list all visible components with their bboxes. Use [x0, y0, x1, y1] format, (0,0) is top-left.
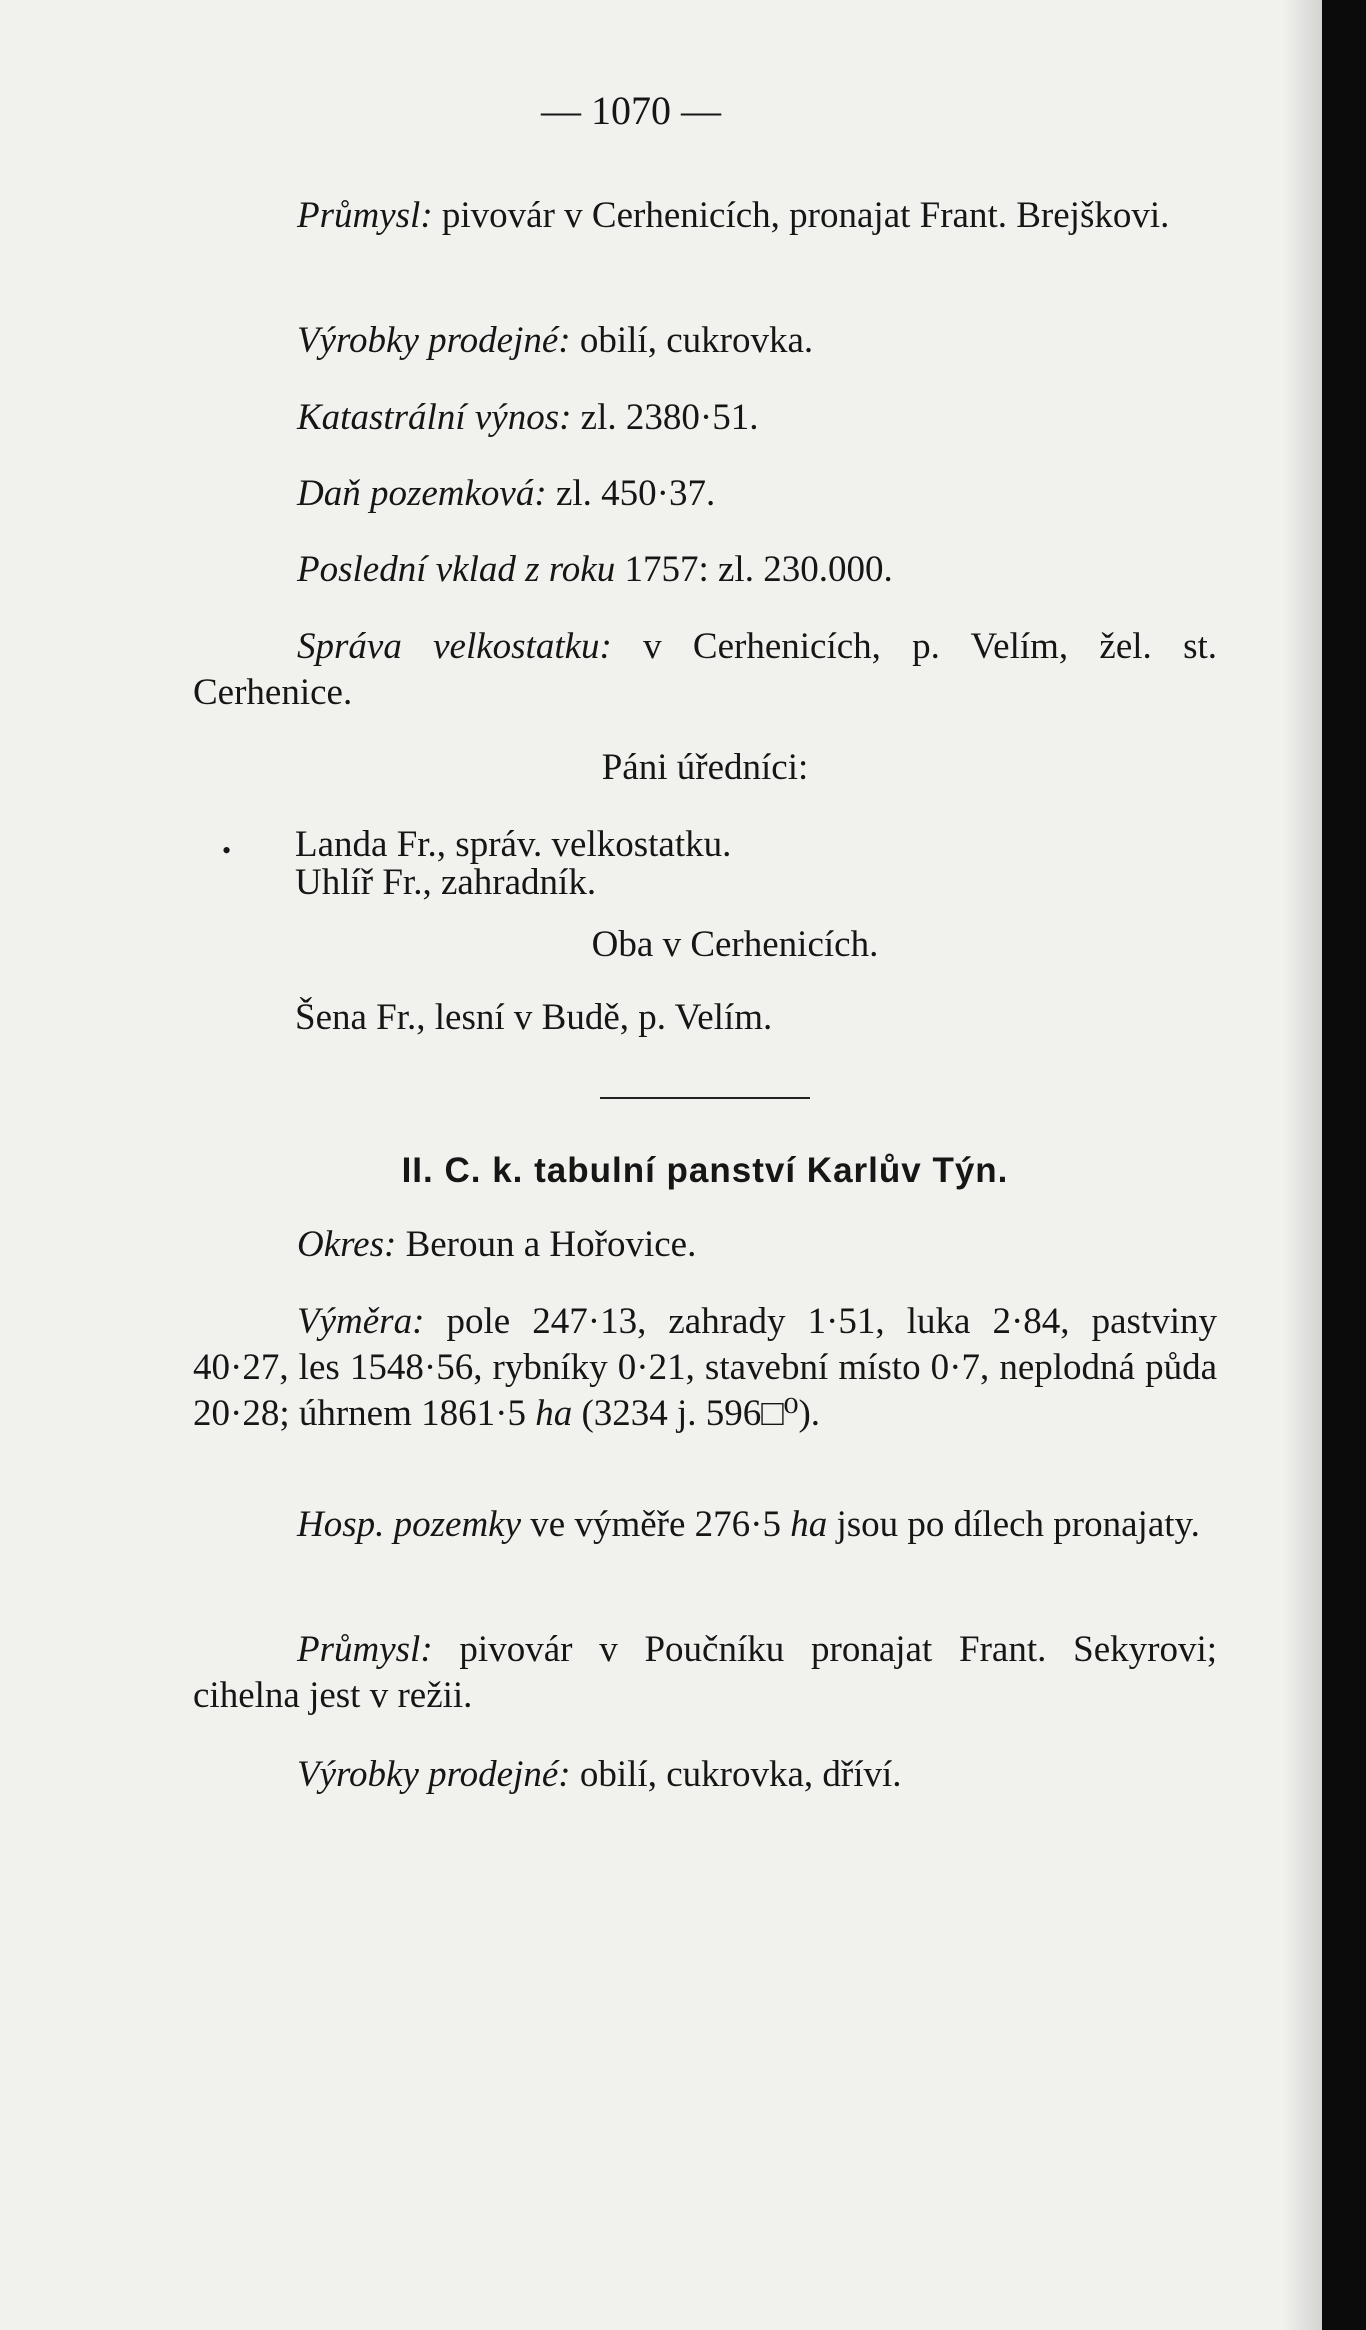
- hosp-unit: ha: [790, 1504, 828, 1545]
- vyrobky-text: obilí, cukrovka.: [579, 320, 814, 361]
- vymera-unit: ha: [535, 1393, 573, 1434]
- hosp-label: Hosp. pozemky: [297, 1504, 522, 1545]
- paragraph-katastralni: [193, 395, 1217, 441]
- bullet-mark: •: [222, 836, 232, 865]
- vymera-text: pole 247·13, zahrady 1·51, luka 2·84, pastviny 40·27, les 1548·56, rybníky 0·21, stavební místo 0·7, neplodná půda 20·28; úhrnem 1861·5: [193, 1301, 1217, 1434]
- vymera-tail: (3234 j. 596□⁰).: [581, 1393, 821, 1434]
- paragraph-vyrobky-2: [193, 1752, 1217, 1798]
- prumysl-text-2: pivovár v Poučníku pronajat Frant. Sekyrovi; cihelna jest v režii.: [193, 1629, 1217, 1716]
- page-number: — 1070 —: [541, 88, 721, 133]
- hosp-text: ve výměře 276·5: [530, 1504, 781, 1545]
- sprava-text: v Cerhenicích, p. Velím, žel. st. Cerhenice.: [193, 626, 1218, 713]
- okres-text: Beroun a Hořovice.: [405, 1224, 697, 1265]
- hosp-text-2: jsou po dílech pronajaty.: [836, 1504, 1200, 1545]
- paragraph-vyrobky: [193, 318, 1217, 364]
- sena-line: Šena Fr., lesní v Budě, p. Velím.: [295, 997, 773, 1038]
- oba-line: Oba v Cerhenicích.: [591, 924, 879, 965]
- paragraph-okres: [193, 1222, 1217, 1268]
- prumysl-label-2: Průmysl:: [297, 1629, 433, 1670]
- vyrobky-text-2: obilí, cukrovka, dříví.: [579, 1754, 902, 1795]
- prumysl-label: Průmysl:: [297, 195, 433, 236]
- section-divider: [600, 1097, 810, 1099]
- paragraph-vklad: [193, 547, 1217, 593]
- staff-list: [295, 822, 1195, 906]
- section-heading: II. C. k. tabulní panství Karlův Týn.: [401, 1151, 1009, 1190]
- staff-name: Uhlíř Fr., zahradník.: [295, 862, 597, 903]
- katastralni-label: Katastrální výnos:: [297, 397, 572, 438]
- staff-name: Landa Fr., správ. velkostatku.: [295, 824, 732, 865]
- vklad-text: 1757: zl. 230.000.: [624, 549, 893, 590]
- vyrobky-label: Výrobky prodejné:: [297, 320, 571, 361]
- vklad-label: Poslední vklad z roku: [297, 549, 616, 590]
- vyrobky-label-2: Výrobky prodejné:: [297, 1754, 571, 1795]
- paragraph-prumysl-2: [193, 1627, 1217, 1719]
- katastralni-text: zl. 2380·51.: [580, 397, 759, 438]
- prumysl-text: pivovár v Cerhenicích, pronajat Frant. Brejškovi.: [441, 195, 1170, 236]
- dan-text: zl. 450·37.: [555, 473, 716, 514]
- paragraph-prumysl: [193, 193, 1217, 239]
- vymera-label: Výměra:: [297, 1301, 425, 1342]
- sprava-label: Správa velkostatku:: [297, 626, 612, 667]
- okres-label: Okres:: [297, 1224, 397, 1265]
- scan-border: [1322, 0, 1366, 2330]
- paragraph-sprava: [193, 624, 1217, 716]
- page-edge-shadow: [1282, 0, 1322, 2330]
- dan-label: Daň pozemková:: [297, 473, 547, 514]
- paragraph-dan: [193, 471, 1217, 517]
- urednici-heading: Páni úředníci:: [601, 747, 809, 788]
- paragraph-hosp: [193, 1502, 1217, 1548]
- paragraph-vymera: [193, 1299, 1217, 1437]
